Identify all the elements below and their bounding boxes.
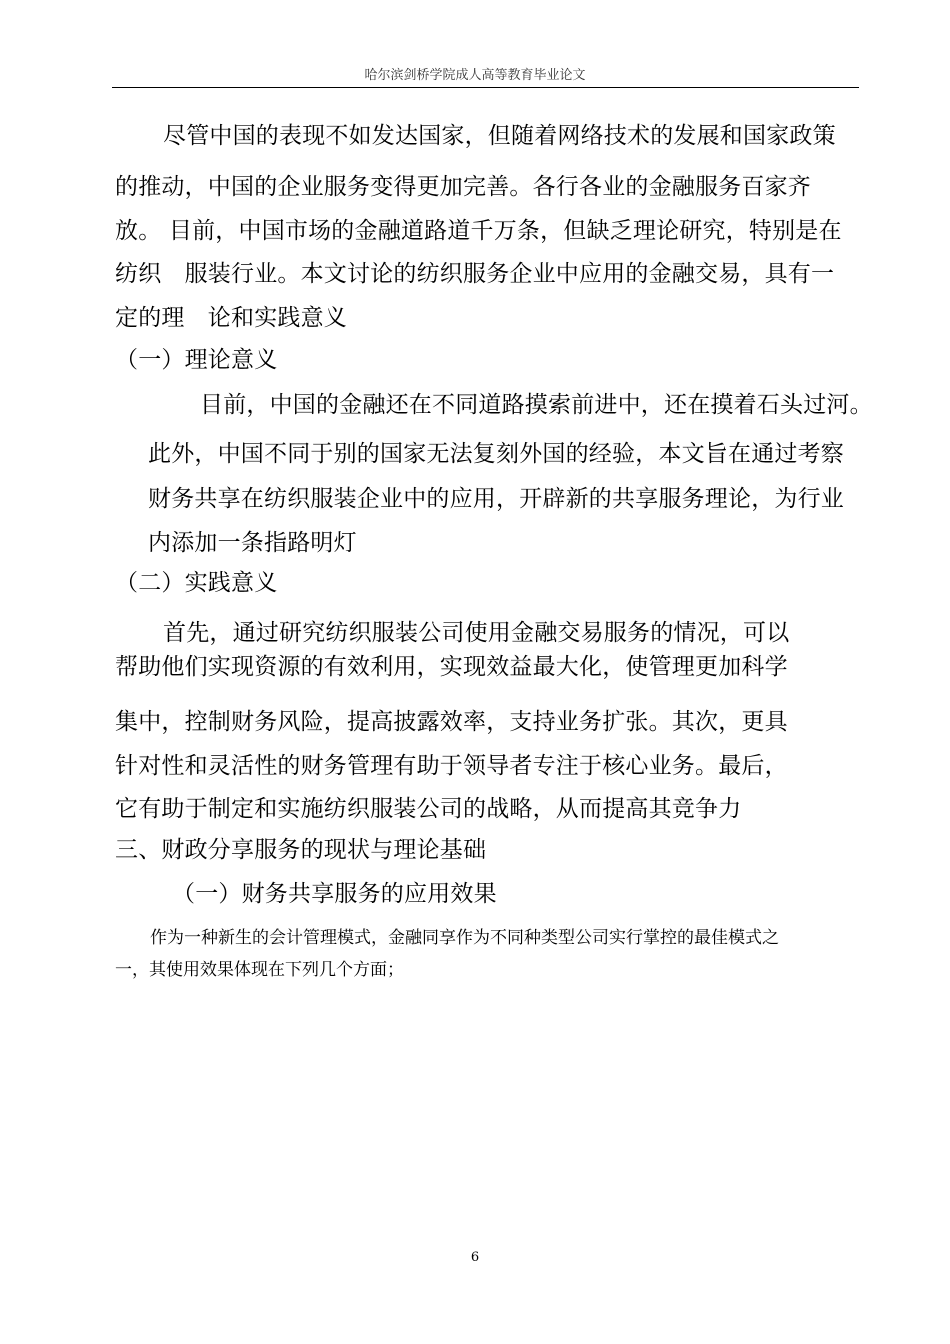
paragraph-3-line-5: 它有助于制定和实施纺织服装公司的战略，从而提高其竞争力 bbox=[115, 796, 742, 822]
paragraph-2-line-4: 内添加一条指路明灯 bbox=[148, 530, 357, 556]
paragraph-4-line-2: 一，其使用效果体现在下列几个方面； bbox=[115, 960, 404, 980]
paragraph-1-line-5: 定的理 论和实践意义 bbox=[115, 305, 347, 331]
paragraph-3-line-3: 集中，控制财务风险，提高披露效率，支持业务扩张。其次，更具 bbox=[115, 709, 788, 735]
paragraph-1-line-3: 放。 目前，中国市场的金融道路道千万条，但缺乏理论研究，特别是在 bbox=[115, 218, 842, 244]
paragraph-3-line-2: 帮助他们实现资源的有效利用，实现效益最大化，使管理更加科学 bbox=[115, 654, 788, 680]
paragraph-3-line-4: 针对性和灵活性的财务管理有助于领导者专注于核心业务。最后， bbox=[115, 753, 788, 779]
paragraph-1-line-2: 的推动，中国的企业服务变得更加完善。各行各业的金融服务百家齐 bbox=[115, 174, 811, 200]
paragraph-3-line-1: 首先，通过研究纺织服装公司使用金融交易服务的情况，可以 bbox=[163, 620, 790, 646]
page-header: 哈尔滨剑桥学院成人高等教育毕业论文 bbox=[364, 68, 586, 83]
page-number: 6 bbox=[470, 1250, 480, 1265]
paragraph-4-line-1: 作为一种新生的会计管理模式，金融同享作为不同种类型公司实行掌控的最佳模式之 bbox=[150, 928, 779, 948]
paragraph-1-line-1: 尽管中国的表现不如发达国家，但随着网络技术的发展和国家政策 bbox=[163, 123, 836, 149]
heading-practice-significance: （二）实践意义 bbox=[115, 570, 278, 596]
paragraph-1-line-4: 纺织 服装行业。本文讨论的纺织服务企业中应用的金融交易，具有一 bbox=[115, 261, 835, 287]
paragraph-2-line-2: 此外，中国不同于别的国家无法复刻外国的经验，本文旨在通过考察 bbox=[148, 441, 844, 467]
heading-section-3: 三、财政分享服务的现状与理论基础 bbox=[115, 837, 487, 863]
paragraph-2-line-3: 财务共享在纺织服装企业中的应用，开辟新的共享服务理论，为行业 bbox=[148, 486, 844, 512]
heading-application-effect: （一）财务共享服务的应用效果 bbox=[172, 881, 497, 907]
header-divider bbox=[112, 87, 859, 88]
paragraph-2-line-1: 目前，中国的金融还在不同道路摸索前进中，还在摸着石头过河。 bbox=[200, 392, 873, 418]
heading-theory-significance: （一）理论意义 bbox=[115, 347, 278, 373]
